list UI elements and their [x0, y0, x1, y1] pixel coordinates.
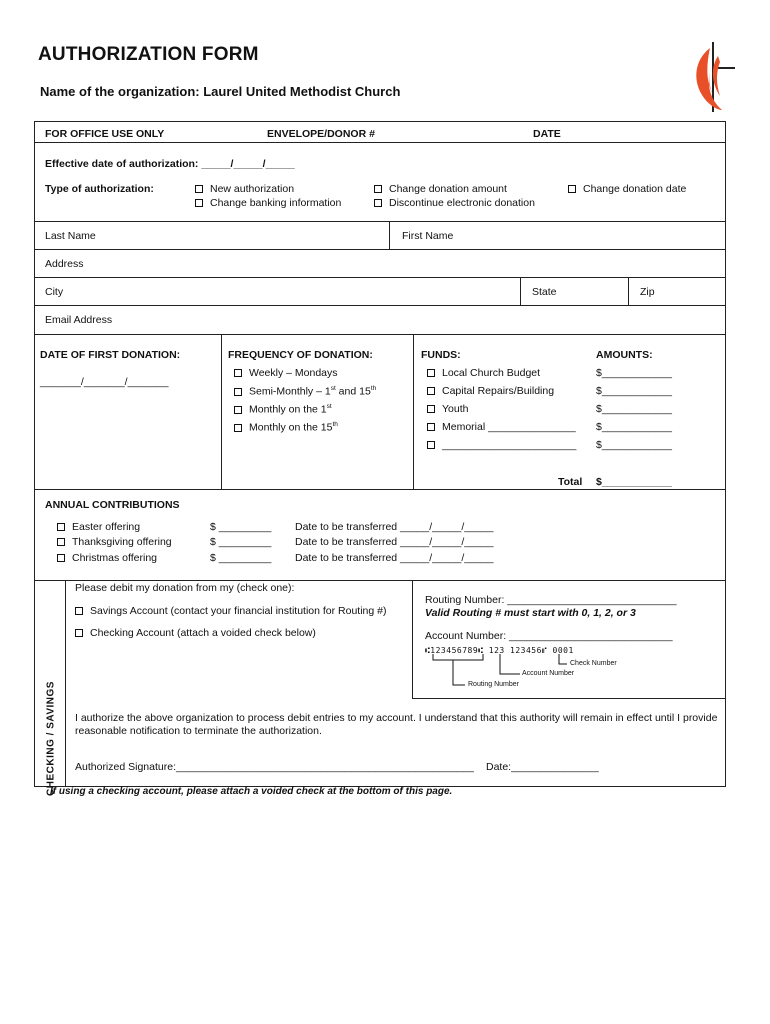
checkbox[interactable]: [75, 607, 83, 615]
checkbox[interactable]: [427, 423, 435, 431]
checkbox[interactable]: [427, 369, 435, 377]
change-banking-option[interactable]: Change banking information: [195, 197, 341, 209]
micr-line-sample: ⑆123456789⑆ 123 123456⑈ 0001: [425, 646, 574, 655]
easter-option[interactable]: Easter offering: [57, 521, 140, 533]
email-field[interactable]: Email Address: [45, 314, 113, 326]
checking-option[interactable]: Checking Account (attach a voided check below): [75, 627, 316, 639]
discontinue-option[interactable]: Discontinue electronic donation: [374, 197, 535, 209]
checkbox[interactable]: [57, 523, 65, 531]
zip-field[interactable]: Zip: [640, 286, 655, 298]
total-label: Total: [558, 476, 583, 488]
thanksgiving-amount-field[interactable]: $ _________: [210, 536, 272, 548]
amount-field[interactable]: $____________: [596, 367, 672, 379]
frequency-label: FREQUENCY OF DONATION:: [228, 349, 373, 361]
freq-semimonthly-option[interactable]: Semi-Monthly – 1st and 15th: [234, 385, 376, 398]
checkbox[interactable]: [427, 441, 435, 449]
christmas-amount-field[interactable]: $ _________: [210, 552, 272, 564]
cross-and-flame-logo: [690, 40, 736, 114]
checkbox[interactable]: [75, 629, 83, 637]
christmas-option[interactable]: Christmas offering: [57, 552, 157, 564]
annual-contributions-label: ANNUAL CONTRIBUTIONS: [45, 499, 180, 511]
amounts-label: AMOUNTS:: [596, 349, 653, 361]
christmas-transfer-date-field[interactable]: Date to be transferred _____/_____/_____: [295, 552, 494, 564]
checkbox[interactable]: [374, 185, 382, 193]
organization-name: Name of the organization: Laurel United Methodist Church: [40, 84, 401, 99]
office-use-label: FOR OFFICE USE ONLY: [45, 128, 165, 140]
effective-date-field[interactable]: Effective date of authorization: _____/_____/_____: [45, 158, 295, 170]
fund-capital-option[interactable]: Capital Repairs/Building: [427, 385, 554, 397]
account-number-caption: Account Number: [522, 670, 575, 677]
account-number-field[interactable]: Account Number: ____________________________: [425, 630, 673, 642]
amount-field[interactable]: $____________: [596, 403, 672, 415]
checkbox[interactable]: [427, 387, 435, 395]
thanksgiving-option[interactable]: Thanksgiving offering: [57, 536, 172, 548]
freq-monthly-1-option[interactable]: Monthly on the 1st: [234, 403, 332, 416]
checkbox[interactable]: [427, 405, 435, 413]
new-authorization-option[interactable]: New authorization: [195, 183, 294, 195]
checkbox[interactable]: [57, 538, 65, 546]
thanksgiving-transfer-date-field[interactable]: Date to be transferred _____/_____/_____: [295, 536, 494, 548]
freq-weekly-option[interactable]: Weekly – Mondays: [234, 367, 338, 379]
total-field[interactable]: $____________: [596, 476, 672, 488]
authorization-type-label: Type of authorization:: [45, 183, 154, 195]
checkbox[interactable]: [234, 424, 242, 432]
check-number-caption: Check Number: [570, 660, 617, 667]
state-field[interactable]: State: [532, 286, 557, 298]
envelope-donor-label: ENVELOPE/DONOR #: [267, 128, 375, 140]
first-donation-label: DATE OF FIRST DONATION:: [40, 349, 181, 361]
change-amount-option[interactable]: Change donation amount: [374, 183, 507, 195]
savings-option[interactable]: Savings Account (contact your financial institution for Routing #): [75, 605, 387, 617]
easter-amount-field[interactable]: $ _________: [210, 521, 272, 533]
page-title: AUTHORIZATION FORM: [38, 44, 259, 65]
routing-number-caption: Routing Number: [468, 681, 519, 688]
checkbox[interactable]: [57, 554, 65, 562]
fund-other-option[interactable]: _______________________: [427, 439, 576, 451]
signature-date-field[interactable]: Date:_______________: [486, 761, 599, 773]
authorization-statement-line2: reasonable notification to terminate the authorization.: [75, 725, 322, 737]
signature-field[interactable]: Authorized Signature:___________________________________________________: [75, 761, 474, 773]
last-name-field[interactable]: Last Name: [45, 230, 96, 242]
checkbox[interactable]: [234, 406, 242, 414]
amount-field[interactable]: $____________: [596, 439, 672, 451]
debit-instruction: Please debit my donation from my (check one):: [75, 582, 295, 594]
authorization-statement-line1: I authorize the above organization to process debit entries to my account. I understand that this authority will remain in effect until I provide: [75, 712, 718, 724]
easter-transfer-date-field[interactable]: Date to be transferred _____/_____/_____: [295, 521, 494, 533]
fund-youth-option[interactable]: Youth: [427, 403, 468, 415]
checkbox[interactable]: [195, 185, 203, 193]
voided-check-note: If using a checking account, please attach a voided check at the bottom of this page.: [50, 786, 453, 797]
checkbox[interactable]: [234, 388, 242, 396]
amount-field[interactable]: $____________: [596, 385, 672, 397]
fund-memorial-option[interactable]: Memorial _______________: [427, 421, 576, 433]
city-field[interactable]: City: [45, 286, 64, 298]
amount-field[interactable]: $____________: [596, 421, 672, 433]
checkbox[interactable]: [568, 185, 576, 193]
routing-note: Valid Routing # must start with 0, 1, 2, or 3: [425, 607, 636, 619]
first-name-field[interactable]: First Name: [402, 230, 454, 242]
change-date-option[interactable]: Change donation date: [568, 183, 686, 195]
first-donation-date-field[interactable]: _______/_______/_______: [40, 376, 169, 388]
fund-local-option[interactable]: Local Church Budget: [427, 367, 540, 379]
address-field[interactable]: Address: [45, 258, 84, 270]
freq-monthly-15-option[interactable]: Monthly on the 15th: [234, 421, 338, 434]
checkbox[interactable]: [195, 199, 203, 207]
office-date-label: DATE: [533, 128, 561, 140]
checkbox[interactable]: [234, 369, 242, 377]
checking-savings-label: CHECKING / SAVINGS: [45, 681, 57, 796]
funds-label: FUNDS:: [421, 349, 461, 361]
checkbox[interactable]: [374, 199, 382, 207]
routing-number-field[interactable]: Routing Number: _____________________________: [425, 594, 677, 606]
